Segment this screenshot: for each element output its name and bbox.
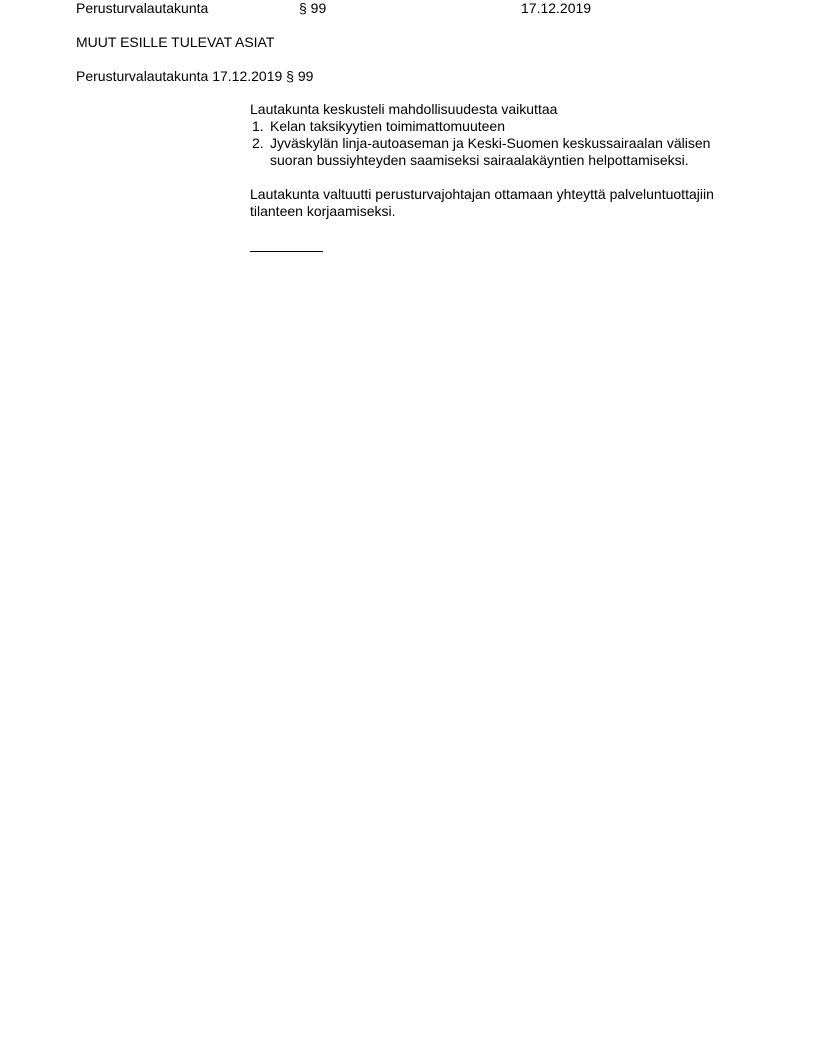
list-item: [250, 135, 770, 169]
decision-text: [250, 186, 770, 220]
header-body-name: Perusturvalautakunta: [76, 0, 209, 16]
meeting-reference: Perusturvalautakunta 17.12.2019 § 99: [76, 68, 314, 84]
list-item-text-line: suoran bussiyhteyden saamiseksi sairaalakäyntien helpottamiseksi.: [270, 152, 689, 168]
list-item-number: 1.: [252, 118, 264, 134]
signature-line: [250, 251, 323, 252]
section-heading: MUUT ESILLE TULEVAT ASIAT: [76, 34, 275, 50]
header-date: 17.12.2019: [521, 0, 592, 16]
list-item-number: 2.: [252, 135, 264, 151]
list-item-text: Kelan taksikyytien toimimattomuuteen: [270, 118, 505, 134]
list-item-text-line: Jyväskylän linja-autoaseman ja Keski-Suomen keskussairaalan välisen: [270, 135, 711, 151]
decision-text-line: tilanteen korjaamiseksi.: [250, 203, 396, 219]
list-item: [250, 118, 770, 135]
intro-text: Lautakunta keskusteli mahdollisuudesta vaikuttaa: [250, 101, 558, 117]
minutes-content: [250, 101, 770, 220]
decision-text-line: Lautakunta valtuutti perusturvajohtajan ottamaan yhteyttä palveluntuottajiin: [250, 186, 714, 202]
header-paragraph-number: § 99: [299, 0, 327, 16]
numbered-list: [250, 118, 770, 169]
